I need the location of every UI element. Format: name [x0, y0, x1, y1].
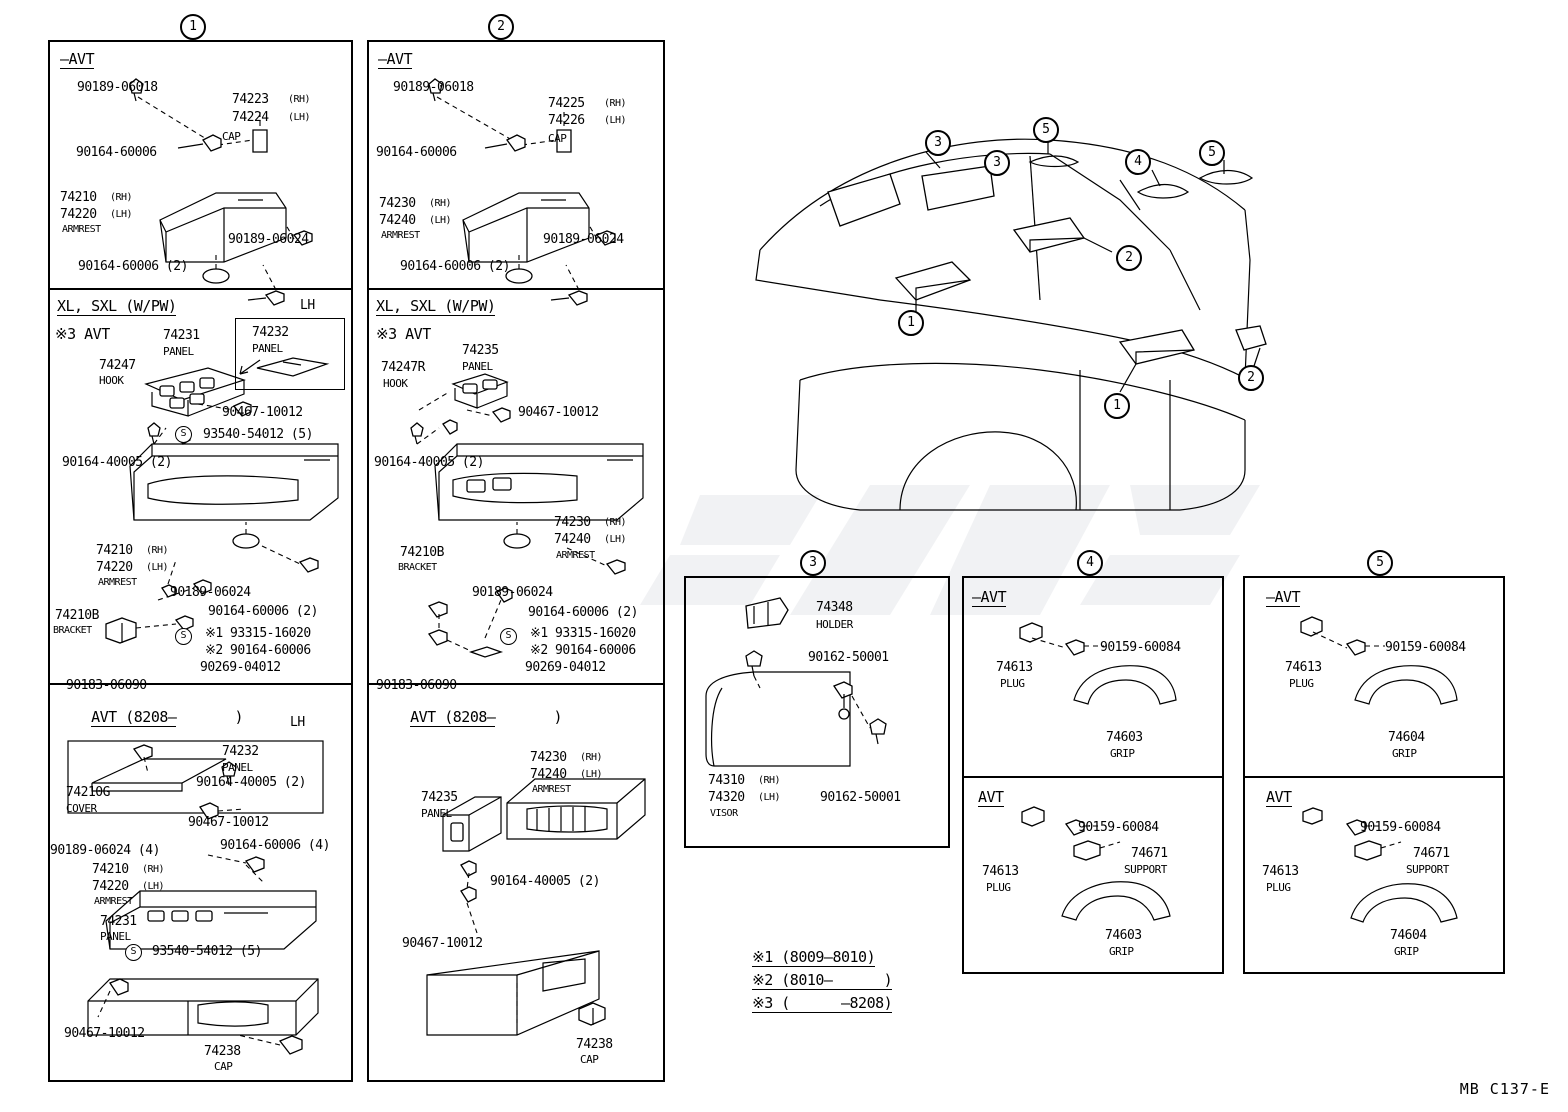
panel2-top-label-cap: CAP [548, 132, 567, 145]
panel4-top-header: —AVT [972, 588, 1007, 606]
legend-text-3: ※3 ( —8208) [752, 994, 893, 1012]
panel1-bot-label-90164-40005: 90164-40005 (2) [196, 775, 306, 790]
group-marker-2: 2 [488, 14, 514, 40]
panel1-top-label-74223: 74223 [232, 92, 269, 107]
panel1-mid-label-90269-04012: 90269-04012 [200, 660, 281, 675]
panel1-bot-label-74231-panel: PANEL [100, 930, 131, 943]
panel3-label-74320-lh: (LH) [758, 792, 781, 803]
diagram-code: MB C137-E [1459, 1080, 1550, 1098]
legend-line-3 [718, 976, 892, 1030]
panel1-top-header: —AVT [60, 50, 95, 68]
panel2-top-label-74230-rh: (RH) [429, 198, 452, 209]
panel2-mid-note: ※3 AVT [376, 325, 431, 343]
panel1-mid-label-90467-10012: 90467-10012 [222, 405, 303, 420]
panel5-bot-label-74613: 74613 [1262, 864, 1299, 879]
panel1-mid-art [48, 288, 353, 683]
panel1-mid-side: LH [300, 298, 315, 313]
panel1-mid-label-74210-rh: (RH) [146, 545, 169, 556]
panel4-top-label-74603: 74603 [1106, 730, 1143, 745]
panel2-bot-header-text: AVT (8208— [410, 708, 496, 726]
panel4-bot-label-74603: 74603 [1105, 928, 1142, 943]
panel5-top-label-74613: 74613 [1285, 660, 1322, 675]
panel2-top-label-74230: 74230 [379, 196, 416, 211]
panel3-label-90162-50001-a: 90162-50001 [808, 650, 889, 665]
car-callout-3a: 3 [925, 130, 951, 156]
panel2-bot-label-74238-cap: CAP [580, 1053, 599, 1066]
panel1-bot-header-text: AVT (8208— [91, 708, 177, 726]
panel1-top-label-90189-06018: 90189-06018 [77, 80, 158, 95]
panel2-top-label-74240-lh: (LH) [429, 215, 452, 226]
panel2-top-label-90189-06024: 90189-06024 [543, 232, 624, 247]
panel5-bot-label-74671-support: SUPPORT [1406, 863, 1449, 876]
panel1-bot-label-armrest: ARMREST [94, 896, 133, 907]
panel2-mid-label-90183-06090: 90183-06090 [376, 678, 457, 693]
panel3-label-74320: 74320 [708, 790, 745, 805]
panel1-bot-label-90467-10012-b: 90467-10012 [64, 1026, 145, 1041]
panel2-mid-label-74235-panel: PANEL [462, 360, 493, 373]
panel1-bot-label-74220-lh: (LH) [142, 881, 165, 892]
panel2-mid-label-74240: 74240 [554, 532, 591, 547]
panel1-bot-label-74220: 74220 [92, 879, 129, 894]
panel2-mid-label-90269-04012: 90269-04012 [525, 660, 606, 675]
panel4-top-label-74603-grip: GRIP [1110, 747, 1135, 760]
car-illustration [700, 110, 1260, 510]
panel1-mid-label-74231: 74231 [163, 328, 200, 343]
panel1-bot-side: LH [290, 715, 305, 730]
panel1-bot-label-74238: 74238 [204, 1044, 241, 1059]
panel2-bot-label-90467-10012: 90467-10012 [402, 936, 483, 951]
panel1-bot-label-90189-06024-4: 90189-06024 (4) [50, 843, 160, 858]
panel1-bot-label-74210-rh: (RH) [142, 864, 165, 875]
panel2-mid-label-74210B-bracket: BRACKET [398, 562, 437, 573]
panel2-top-header: —AVT [378, 50, 413, 68]
panel3-label-74348-holder: HOLDER [816, 618, 853, 631]
panel1-top-label-74210-rh: (RH) [110, 192, 133, 203]
panel2-top-label-90164-60006-2: 90164-60006 (2) [400, 259, 510, 274]
car-callout-5a: 5 [1033, 117, 1059, 143]
panel1-mid-label-note1: ※1 93315-16020 [205, 626, 311, 641]
panel4-top-label-74613: 74613 [996, 660, 1033, 675]
panel1-mid-label-74210: 74210 [96, 543, 133, 558]
panel4-top-label-74613-plug: PLUG [1000, 677, 1025, 690]
panel1-bot-label-74238-cap: CAP [214, 1060, 233, 1073]
panel1-top-label-74210: 74210 [60, 190, 97, 205]
panel1-bot-label-74210G-cover: COVER [66, 802, 97, 815]
panel4-top-art [962, 576, 1224, 776]
panel2-mid-label-note2: ※2 90164-60006 [530, 643, 636, 658]
panel5-top-label-74604: 74604 [1388, 730, 1425, 745]
panel4-top-label-90159-60084: 90159-60084 [1100, 640, 1181, 655]
panel1-bot-label-74232-panel: PANEL [222, 761, 253, 774]
panel2-bot-label-74240-lh: (LH) [580, 769, 603, 780]
car-callout-4: 4 [1125, 149, 1151, 175]
panel1-mid-label-armrest: ARMREST [98, 577, 137, 588]
panel2-mid-label-74247R: 74247R [381, 360, 425, 375]
panel2-bot-label-74230-rh: (RH) [580, 752, 603, 763]
panel3-label-74348: 74348 [816, 600, 853, 615]
panel4-bot-label-90159-60084: 90159-60084 [1078, 820, 1159, 835]
panel4-bot-label-74613-plug: PLUG [986, 881, 1011, 894]
panel5-top-label-74604-grip: GRIP [1392, 747, 1417, 760]
panel5-bot-label-90159-60084: 90159-60084 [1360, 820, 1441, 835]
car-callout-1a: 1 [898, 310, 924, 336]
panel1-mid-label-74247: 74247 [99, 358, 136, 373]
panel1-mid-note: ※3 AVT [55, 325, 110, 343]
panel1-mid-label-note2: ※2 90164-60006 [205, 643, 311, 658]
panel1-bot-label-93540-54012: 93540-54012 (5) [152, 944, 262, 959]
legend-text-2: ※2 (8010— ) [752, 971, 893, 989]
panel2-mid-label-90164-40005: 90164-40005 (2) [374, 455, 484, 470]
panel1-top-art [48, 40, 353, 288]
panel5-top-art [1243, 576, 1505, 776]
legend-text-1: ※1 (8009—8010) [752, 948, 876, 966]
panel1-mid-label-74210B-bracket: BRACKET [53, 625, 92, 636]
panel2-top-label-74226: 74226 [548, 113, 585, 128]
panel1-top-label-90164-60006-2: 90164-60006 (2) [78, 259, 188, 274]
panel2-mid-label-74230-rh: (RH) [604, 517, 627, 528]
panel1-top-label-74223-rh: (RH) [288, 94, 311, 105]
panel5-bot-label-74613-plug: PLUG [1266, 881, 1291, 894]
panel1-mid-label-90164-40005: 90164-40005 (2) [62, 455, 172, 470]
panel2-top-label-90189-06018: 90189-06018 [393, 80, 474, 95]
panel4-bot-label-74671-support: SUPPORT [1124, 863, 1167, 876]
panel1-mid-header: XL, SXL (W/PW) [57, 297, 177, 315]
panel2-mid-label-note1: ※1 93315-16020 [530, 626, 636, 641]
panel3-label-visor: VISOR [710, 808, 738, 819]
car-callout-2a: 2 [1116, 245, 1142, 271]
panel1-bot-s-marker: S [125, 944, 142, 961]
panel2-mid-header: XL, SXL (W/PW) [376, 297, 496, 315]
car-callout-3b: 3 [984, 150, 1010, 176]
panel2-bot-label-74235: 74235 [421, 790, 458, 805]
car-callout-2b: 2 [1238, 365, 1264, 391]
panel2-top-label-armrest: ARMREST [381, 230, 420, 241]
group-marker-3: 3 [800, 550, 826, 576]
panel1-top-label-74224: 74224 [232, 110, 269, 125]
panel4-bot-header: AVT [978, 788, 1004, 806]
panel3-label-90162-50001-b: 90162-50001 [820, 790, 901, 805]
panel2-bot-label-armrest: ARMREST [532, 784, 571, 795]
panel1-mid-label-90164-60006-2: 90164-60006 (2) [208, 604, 318, 619]
panel1-mid-label-90183-06090: 90183-06090 [66, 678, 147, 693]
panel3-label-74310: 74310 [708, 773, 745, 788]
panel2-mid-label-74230: 74230 [554, 515, 591, 530]
panel1-top-label-armrest: ARMREST [62, 224, 101, 235]
panel2-mid-label-74240-lh: (LH) [604, 534, 627, 545]
panel5-top-label-74613-plug: PLUG [1289, 677, 1314, 690]
panel1-mid-s-marker-1: S [175, 426, 192, 443]
panel1-bot-label-90164-60006-4: 90164-60006 (4) [220, 838, 330, 853]
panel1-bot-label-74232: 74232 [222, 744, 259, 759]
panel1-top-label-cap: CAP [222, 130, 241, 143]
panel2-mid-label-74210B: 74210B [400, 545, 444, 560]
panel1-top-label-90164-60006: 90164-60006 [76, 145, 157, 160]
panel1-mid-label-74231-panel: PANEL [163, 345, 194, 358]
panel1-mid-label-74210B: 74210B [55, 608, 99, 623]
panel2-bot-header-close: ) [553, 708, 562, 726]
panel1-bot-label-74210: 74210 [92, 862, 129, 877]
panel1-mid-label-74247-hook: HOOK [99, 374, 124, 387]
panel5-bot-label-74671: 74671 [1413, 846, 1450, 861]
panel5-bot-label-74604: 74604 [1390, 928, 1427, 943]
group-marker-5: 5 [1367, 550, 1393, 576]
panel2-mid-label-90189-06024: 90189-06024 [472, 585, 553, 600]
panel3-label-74310-rh: (RH) [758, 775, 781, 786]
panel1-bot-header-close: ) [234, 708, 243, 726]
panel5-top-header: —AVT [1266, 588, 1301, 606]
panel2-mid-label-74235: 74235 [462, 343, 499, 358]
panel2-top-label-74225: 74225 [548, 96, 585, 111]
panel2-mid-label-74247R-hook: HOOK [383, 377, 408, 390]
panel2-bot-label-90164-40005: 90164-40005 (2) [490, 874, 600, 889]
panel2-bot-label-74230: 74230 [530, 750, 567, 765]
panel2-top-label-74225-rh: (RH) [604, 98, 627, 109]
group-marker-1: 1 [180, 14, 206, 40]
panel2-bot-label-74240: 74240 [530, 767, 567, 782]
panel4-bot-label-74613: 74613 [982, 864, 1019, 879]
panel2-mid-label-90164-60006-2: 90164-60006 (2) [528, 605, 638, 620]
panel5-bot-header: AVT [1266, 788, 1292, 806]
panel1-top-label-74220-lh: (LH) [110, 209, 133, 220]
panel2-mid-s-marker: S [500, 628, 517, 645]
panel4-bot-label-74671: 74671 [1131, 846, 1168, 861]
panel2-mid-label-armrest: ARMREST [556, 550, 595, 561]
panel1-bot-label-90467-10012: 90467-10012 [188, 815, 269, 830]
panel2-top-label-74226-lh: (LH) [604, 115, 627, 126]
panel1-top-label-74220: 74220 [60, 207, 97, 222]
panel5-top-label-90159-60084: 90159-60084 [1385, 640, 1466, 655]
panel5-bot-label-74604-grip: GRIP [1394, 945, 1419, 958]
panel2-bot-label-74238: 74238 [576, 1037, 613, 1052]
panel2-mid-label-90467-10012: 90467-10012 [518, 405, 599, 420]
panel2-top-art [367, 40, 665, 288]
panel1-mid-label-74220: 74220 [96, 560, 133, 575]
panel1-bot-label-74210G: 74210G [66, 785, 110, 800]
car-callout-5b: 5 [1199, 140, 1225, 166]
panel2-top-label-90164-60006: 90164-60006 [376, 145, 457, 160]
panel1-mid-s-marker-2: S [175, 628, 192, 645]
panel1-mid-label-74232-panel: PANEL [252, 342, 283, 355]
panel2-mid-art [367, 288, 665, 683]
panel1-bot-label-74231: 74231 [100, 914, 137, 929]
panel1-mid-label-74232: 74232 [252, 325, 289, 340]
panel1-top-label-90189-06024: 90189-06024 [228, 232, 309, 247]
car-callout-1b: 1 [1104, 393, 1130, 419]
panel1-mid-label-74220-lh: (LH) [146, 562, 169, 573]
panel1-mid-label-93540-54012: 93540-54012 (5) [203, 427, 313, 442]
panel1-top-label-74224-lh: (LH) [288, 112, 311, 123]
panel2-bot-label-74235-panel: PANEL [421, 807, 452, 820]
panel4-bot-label-74603-grip: GRIP [1109, 945, 1134, 958]
panel1-mid-label-90189-06024: 90189-06024 [170, 585, 251, 600]
group-marker-4: 4 [1077, 550, 1103, 576]
panel2-top-label-74240: 74240 [379, 213, 416, 228]
